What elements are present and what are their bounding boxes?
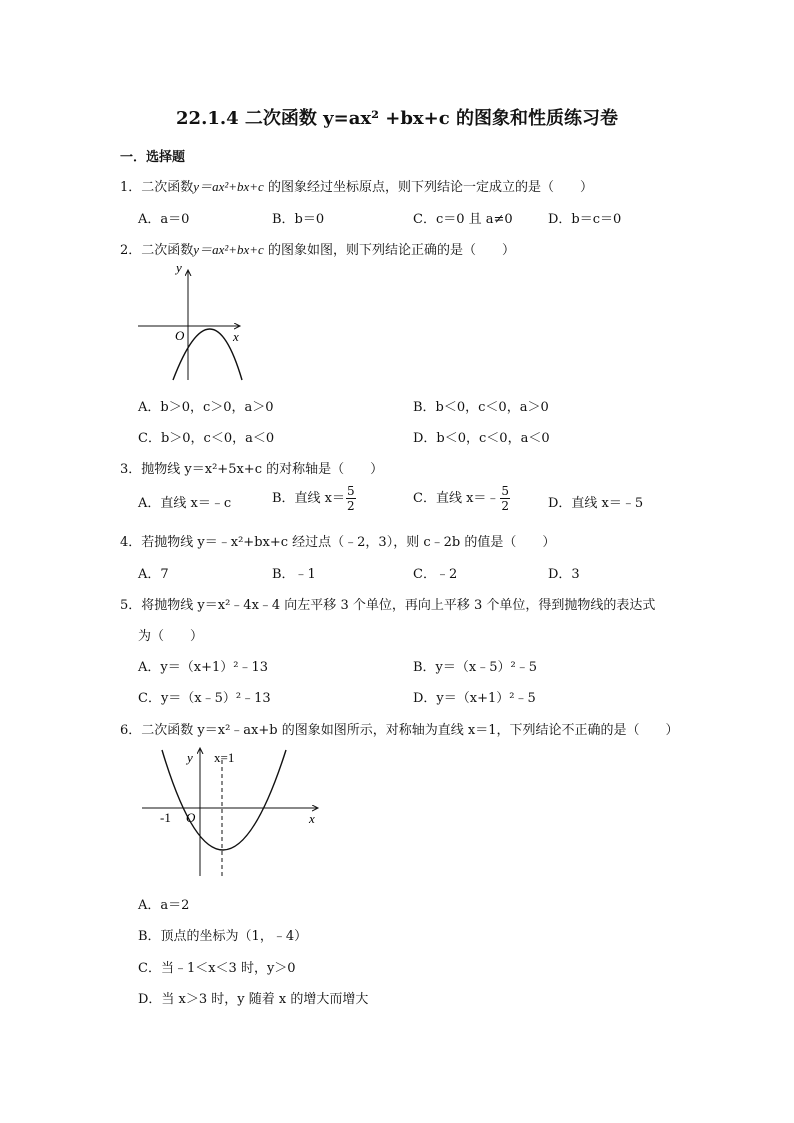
q3-option-b[interactable]	[272, 484, 357, 513]
question-2-stem	[120, 239, 515, 258]
neg-one-label: -1	[160, 810, 171, 825]
question-4-stem	[120, 531, 555, 550]
x-axis-label: x	[233, 329, 239, 344]
fraction	[500, 484, 510, 513]
question-5-stem	[120, 594, 655, 613]
stem-text: 二次函数 y＝x²﹣ax+b 的图象如图所示，对称轴为直线 x＝1，下列结论不正确的是（ ）	[141, 723, 679, 738]
y-axis-label: y	[176, 260, 182, 275]
numerator: 5	[501, 484, 510, 498]
q4-option-a[interactable]: A．7	[138, 567, 169, 582]
stem-text: 的图象如图，则下列结论正确的是（ ）	[267, 243, 515, 258]
q5-option-b[interactable]: B．y＝（x﹣5）²﹣5	[413, 660, 537, 675]
option-text: C．直线 x＝﹣	[413, 491, 500, 506]
function-expression: y＝ax²+bx+c	[193, 179, 264, 194]
y-axis-label: y	[187, 750, 193, 765]
question-number: 4．	[120, 535, 142, 550]
stem-text: 二次函数	[141, 243, 194, 258]
question-number: 2．	[120, 243, 142, 258]
q6-option-a[interactable]: A．a＝2	[138, 898, 190, 913]
stem-text: 将抛物线 y＝x²﹣4x﹣4 向左平移 3 个单位，再向上平移 3 个单位，得到抛物线的表达式	[141, 598, 656, 613]
q2-option-a[interactable]: A．b＞0，c＞0，a＞0	[138, 400, 274, 415]
question-5-stem-line2: 为（ ）	[138, 629, 204, 644]
q3-option-a[interactable]: A．直线 x＝﹣c	[138, 496, 232, 511]
q1-option-b[interactable]: B．b＝0	[272, 212, 325, 227]
origin-label: O	[186, 810, 196, 825]
numerator: 5	[347, 484, 355, 498]
section-heading: 一．选择题	[120, 150, 186, 165]
option-text: B．直线 x＝	[272, 491, 346, 506]
origin-label: O	[175, 328, 185, 343]
q4-option-d[interactable]: D．3	[548, 567, 580, 582]
q3-option-c[interactable]	[413, 484, 511, 513]
q6-parabola-figure	[140, 740, 330, 880]
q4-option-b[interactable]: B．﹣1	[272, 567, 316, 582]
fraction	[346, 484, 356, 513]
page-title: 22.1.4 二次函数 y=ax² +bx+c 的图象和性质练习卷	[176, 108, 618, 129]
q2-option-d[interactable]: D．b＜0，c＜0，a＜0	[413, 431, 550, 446]
q6-option-b[interactable]: B．顶点的坐标为（1，﹣4）	[138, 929, 308, 944]
x-axis-label: x	[309, 811, 315, 826]
question-1-stem	[120, 176, 593, 195]
q2-option-c[interactable]: C．b＞0，c＜0，a＜0	[138, 431, 275, 446]
q1-option-d[interactable]: D．b＝c＝0	[548, 212, 622, 227]
question-number: 5．	[120, 598, 142, 613]
q4-option-c[interactable]: C．﹣2	[413, 567, 458, 582]
q5-option-a[interactable]: A．y＝（x+1）²﹣13	[138, 660, 268, 675]
question-number: 6．	[120, 723, 142, 738]
symmetry-axis-label: x=1	[214, 750, 235, 765]
function-expression: y＝ax²+bx+c	[193, 242, 264, 257]
q6-option-d[interactable]: D．当 x＞3 时，y 随着 x 的增大而增大	[138, 992, 369, 1007]
q2-option-b[interactable]: B．b＜0，c＜0，a＞0	[413, 400, 549, 415]
q5-option-c[interactable]: C．y＝（x﹣5）²﹣13	[138, 691, 271, 706]
denominator: 2	[501, 499, 510, 513]
stem-text: 二次函数	[141, 180, 194, 195]
q5-option-d[interactable]: D．y＝（x+1）²﹣5	[413, 691, 536, 706]
question-number: 1．	[120, 180, 142, 195]
q1-option-c[interactable]: C．c＝0 且 a≠0	[413, 212, 513, 227]
stem-text: 若抛物线 y＝﹣x²+bx+c 经过点（﹣2，3），则 c﹣2b 的值是（ ）	[141, 535, 556, 550]
question-6-stem	[120, 719, 678, 738]
question-3-stem	[120, 458, 383, 477]
stem-text: 抛物线 y＝x²+5x+c 的对称轴是（ ）	[141, 462, 384, 477]
q1-option-a[interactable]: A．a＝0	[138, 212, 190, 227]
q3-option-d[interactable]: D．直线 x＝﹣5	[548, 496, 644, 511]
parabola-curve	[162, 750, 286, 850]
stem-text: 的图象经过坐标原点，则下列结论一定成立的是（ ）	[267, 180, 593, 195]
question-number: 3．	[120, 462, 142, 477]
denominator: 2	[347, 499, 355, 513]
q6-option-c[interactable]: C．当﹣1＜x＜3 时，y＞0	[138, 961, 296, 976]
q2-parabola-figure	[130, 258, 255, 383]
